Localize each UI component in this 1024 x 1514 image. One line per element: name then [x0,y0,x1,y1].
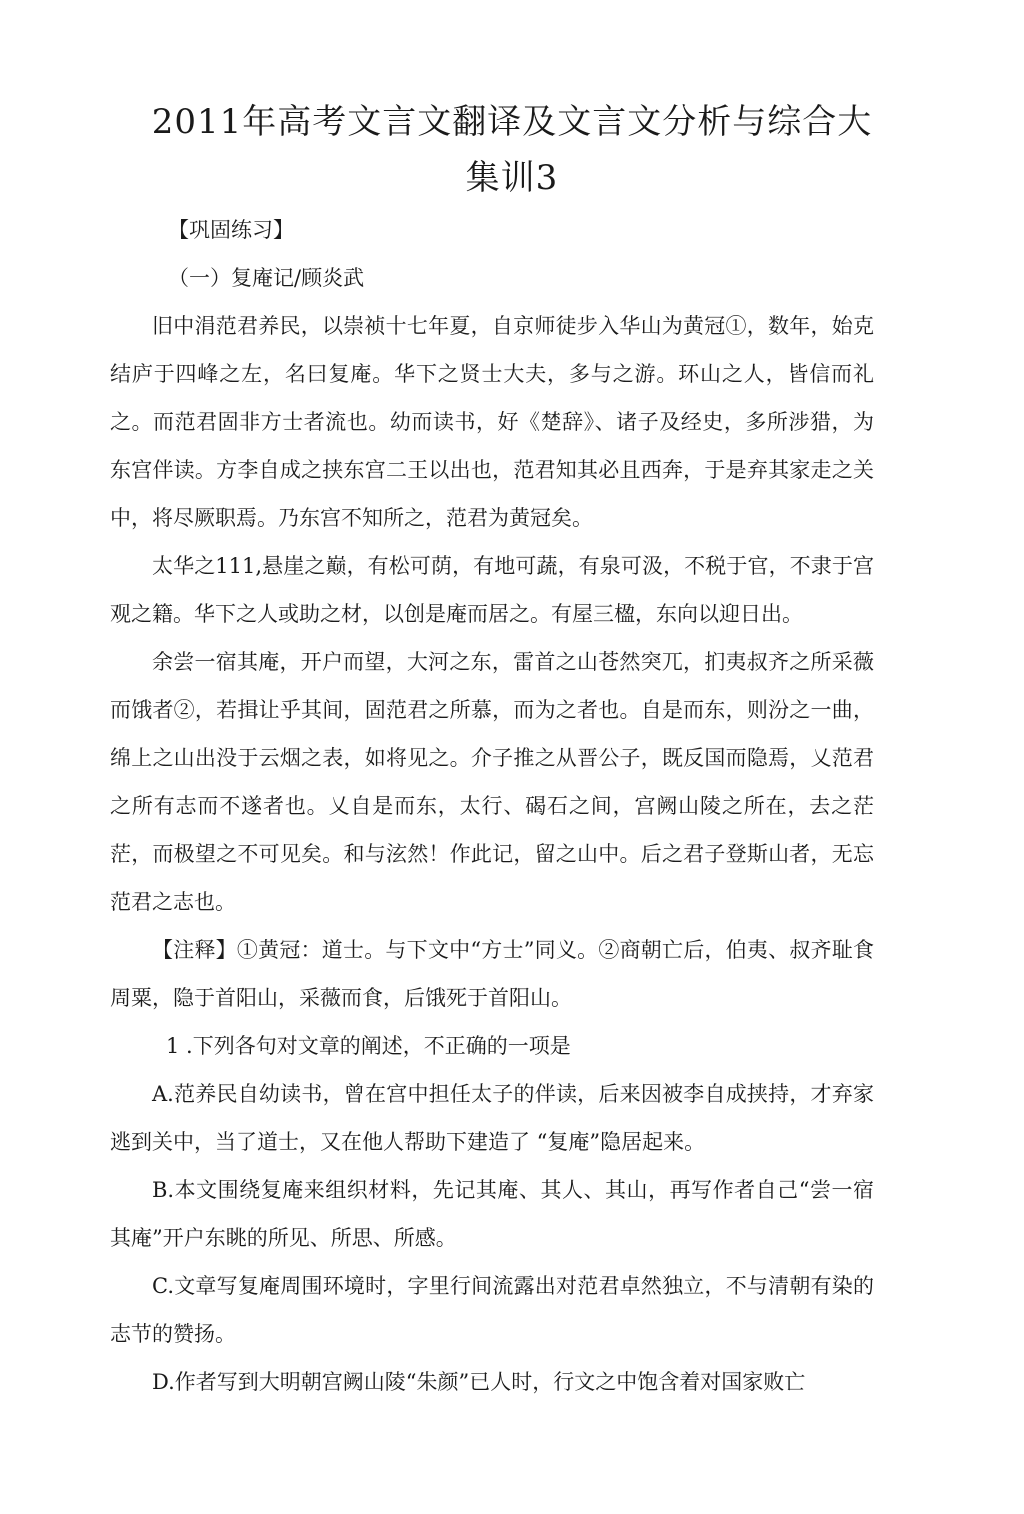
section-heading: （一）复庵记/顾炎武 [168,266,365,290]
title-line-2: 集训3 [465,158,559,198]
practice-heading: 【巩固练习】 [168,218,294,242]
annotation-note: 【注释】①黄冠：道士。与下文中“方士”同义。②商朝亡后，伯夷、叔齐耻食周粟，隐于首阳山，采薇而食，后饿死于首阳山。 [110,938,874,1010]
document-title [110,94,874,206]
option-b: B.本文围绕复庵来组织材料，先记其庵、其人、其山，再写作者自己“尝一宿其庵”开户东眺的所见、所思、所感。 [110,1178,874,1250]
option-a: A.范养民自幼读书，曾在宫中担任太子的伴读，后来因被李自成挟持，才弃家逃到关中，当了道士，又在他人帮助下建造了 “复庵”隐居起来。 [110,1082,874,1154]
paragraph-3: 余尝一宿其庵，开户而望，大河之东，雷首之山苍然突兀，扪夷叔齐之所采薇而饿者②，若揖让乎其间，固范君之所慕，而为之者也。自是而东，则汾之一曲，绵上之山出没于云烟之表，如将见之。介子推之从晋公子，既反国而隐焉，乂范君之所有志而不遂者也。乂自是而东，太行、碣石之间，宫阙山陵之所在，去之茫茫，而极望之不可见矣。和与泫然！作此记，留之山中。后之君子登斯山者，无忘范君之志也。 [110,650,874,914]
title-line-1: 2011年高考文言文翻译及文言文分析与综合大 [151,102,873,142]
question-title: 1 .下列各句对文章的阐述，不正确的一项是 [166,1034,571,1058]
option-d: D.作者写到大明朝宫阙山陵“朱颜”已人时，行文之中饱含着对国家败亡 [152,1370,806,1394]
paragraph-1: 旧中涓范君养民，以崇祯十七年夏，自京师徒步入华山为黄冠①，数年，始克结庐于四峰之左，名曰复庵。华下之贤士大夫，多与之游。环山之人，皆信而礼之。而范君固非方士者流也。幼而读书，好《楚辞》、诸子及经史，多所涉猎，为东宫伴读。方李自成之挟东宫二王以出也，范君知其必且西奔，于是弃其家走之关中，将尽厥职焉。乃东宫不知所之，范君为黄冠矣。 [110,314,874,530]
option-c: C.文章写复庵周围环境时，字里行间流露出对范君卓然独立，不与清朝有染的志节的赞扬。 [110,1274,874,1346]
paragraph-2: 太华之111,悬崖之巅，有松可荫，有地可蔬，有泉可汲，不税于官，不隶于宫观之籍。华下之人或助之材，以创是庵而居之。有屋三楹，东向以迎日出。 [110,554,874,626]
